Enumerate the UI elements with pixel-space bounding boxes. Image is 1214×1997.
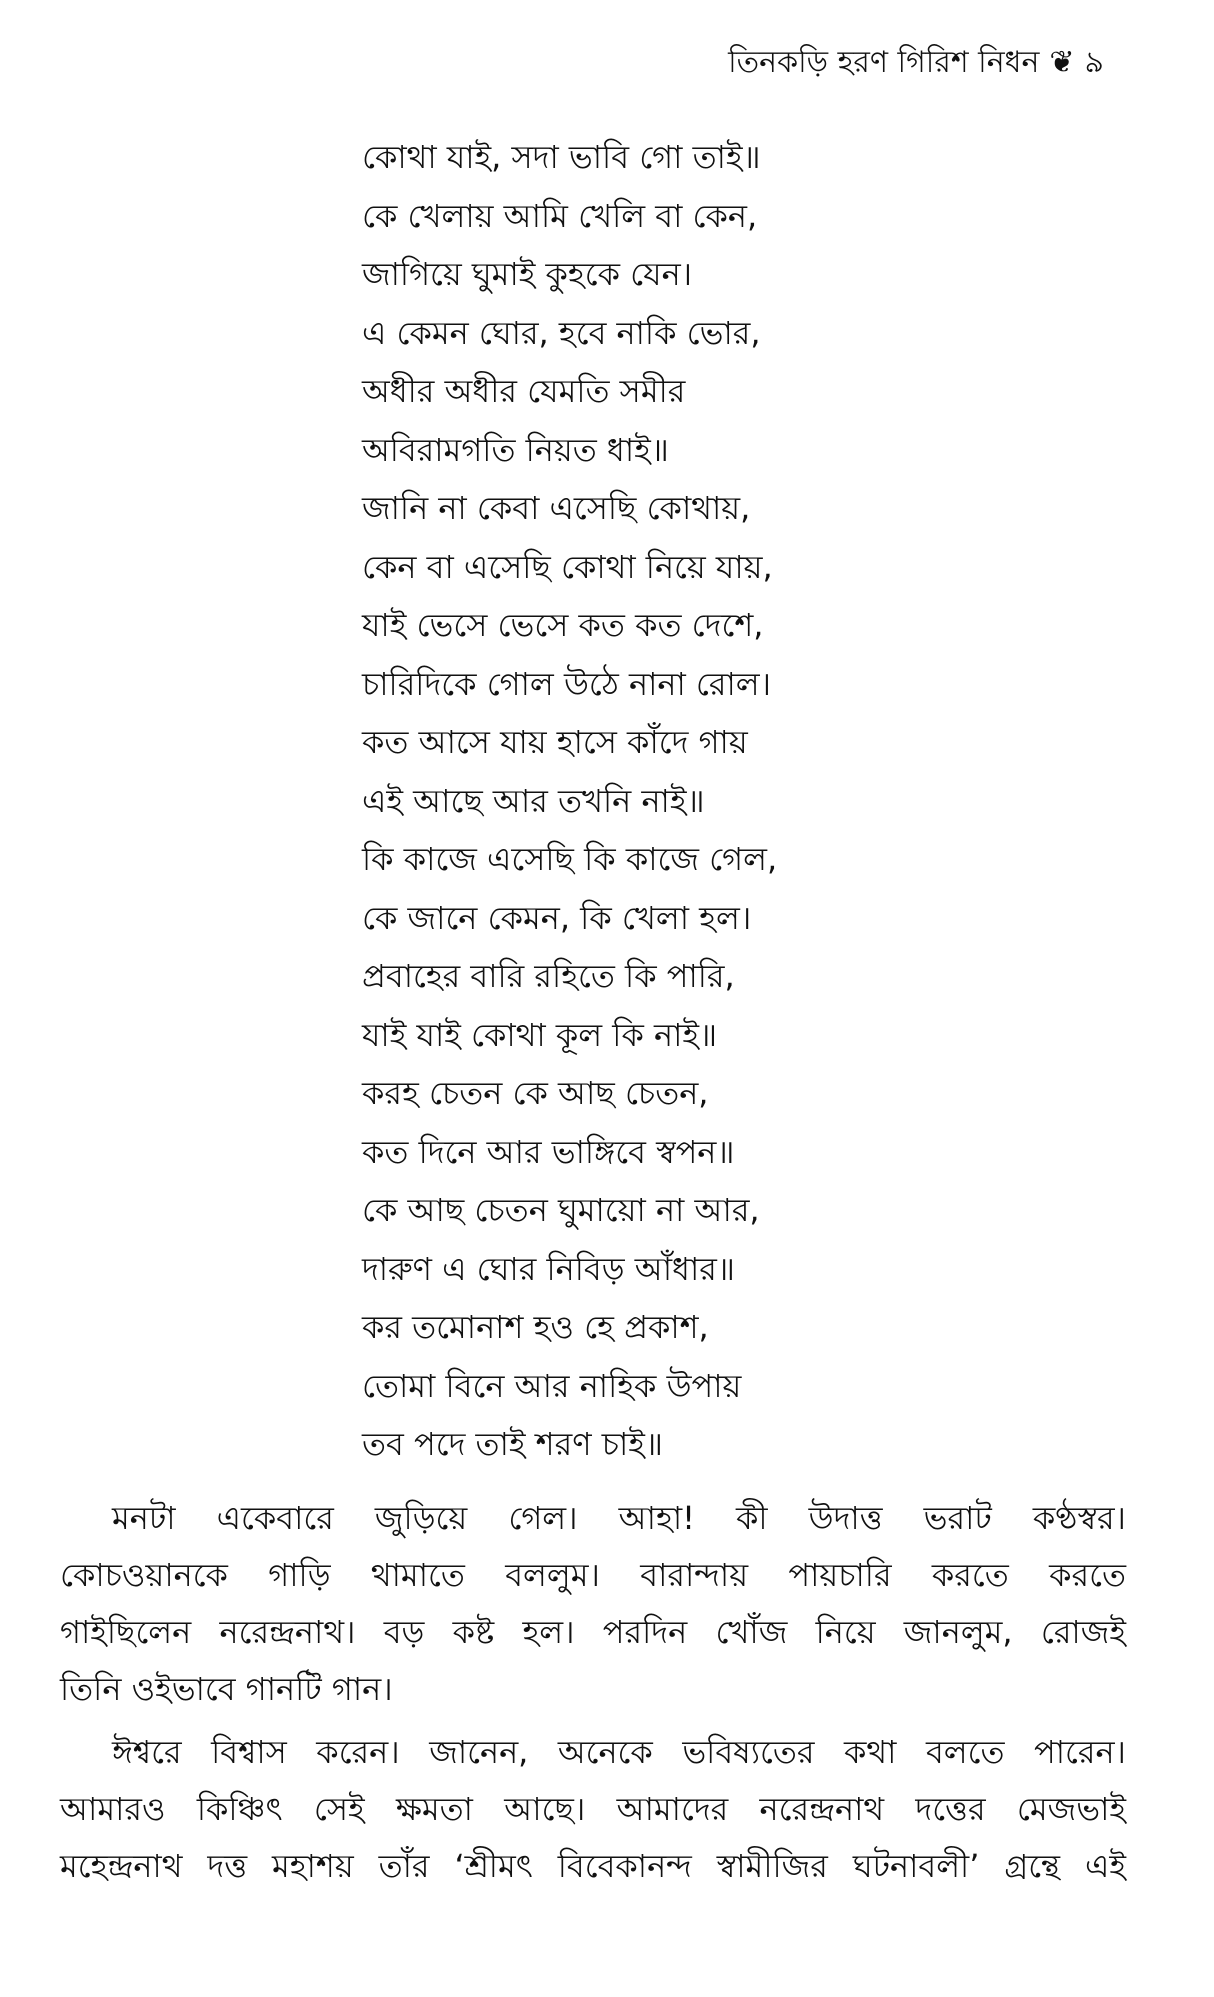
page-number: ৯ [1084,45,1104,80]
poem-line: দারুণ এ ঘোর নিবিড় আঁধার॥ [362,1249,735,1288]
paragraph-line: আমারও কিঞ্চিৎ সেই ক্ষমতা আছে। আমাদের নরেন্দ্রনাথ দত্তের মেজভাই [60,1790,1126,1828]
poem-line: কত দিনে আর ভাঙ্গিবে স্বপন॥ [362,1132,735,1171]
paragraph-2 [60,1724,1126,1895]
poem-line: চারিদিকে গোল উঠে নানা রোল। [362,664,772,703]
poem-line: কোথা যাই, সদা ভাবি গো তাই॥ [362,138,761,176]
running-header [728,38,1104,89]
poem-line: কর তমোনাশ হও হে প্রকাশ, [362,1308,709,1346]
poem-line: করহ চেতন কে আছ চেতন, [362,1074,709,1112]
poem-line: কত আসে যায় হাসে কাঁদে গায় [362,723,748,761]
poem-line: এই আছে আর তখনি নাই॥ [362,781,705,820]
paragraph-line: মহেন্দ্রনাথ দত্ত মহাশয় তাঁর ‘শ্রীমৎ বিবেকানন্দ স্বামীজির ঘটনাবলী’ গ্রন্থে এই [60,1847,1126,1885]
poem-line: কি কাজে এসেছি কি কাজে গেল, [362,840,778,878]
poem-line: তব পদে তাই শরণ চাই॥ [362,1425,664,1463]
poem-line: যাই যাই কোথা কূল কি নাই॥ [362,1015,718,1054]
poem-line: কেন বা এসেছি কোথা নিয়ে যায়, [362,547,773,586]
paragraph-1 [60,1490,1126,1718]
poem-line: যাই ভেসে ভেসে কত কত দেশে, [362,606,764,644]
poem-line: জাগিয়ে ঘুমাই কুহকে যেন। [362,255,693,293]
paragraph-line: কোচওয়ানকে গাড়ি থামাতে বললুম। বারান্দায় পায়চারি করতে করতে [60,1556,1126,1594]
poem-line: এ কেমন ঘোর, হবে নাকি ভোর, [362,313,761,352]
paragraph-line: মনটা একেবারে জুড়িয়ে গেল। আহা! কী উদাত্ত ভরাট কণ্ঠস্বর। [112,1499,1126,1537]
poem-line: কে আছ চেতন ঘুমায়ো না আর, [362,1191,760,1229]
poem-line: প্রবাহের বারি রহিতে কি পারি, [362,957,735,995]
poem-line: কে জানে কেমন, কি খেলা হল। [362,898,752,937]
poem-line: জানি না কেবা এসেছি কোথায়, [362,489,751,527]
paragraph-line: ঈশ্বরে বিশ্বাস করেন। জানেন, অনেকে ভবিষ্যতের কথা বলতে পারেন। [112,1733,1126,1771]
paragraph-line: তিনি ওইভাবে গানটি গান। [60,1670,393,1708]
poem-line: কে খেলায় আমি খেলি বা কেন, [362,196,758,235]
poem-line: অধীর অধীর যেমতি সমীর [362,372,686,410]
paragraph-line: গাইছিলেন নরেন্দ্রনাথ। বড় কষ্ট হল। পরদিন খোঁজ নিয়ে জানলুম, রোজই [60,1613,1126,1651]
header-title: তিনকড়ি হরণ গিরিশ নিধন [728,45,1040,80]
ornament-icon: ❦ [1049,45,1075,80]
poem [362,128,777,1474]
poem-line: তোমা বিনে আর নাহিক উপায় [362,1366,742,1405]
poem-line: অবিরামগতি নিয়ত ধাই॥ [362,430,669,469]
